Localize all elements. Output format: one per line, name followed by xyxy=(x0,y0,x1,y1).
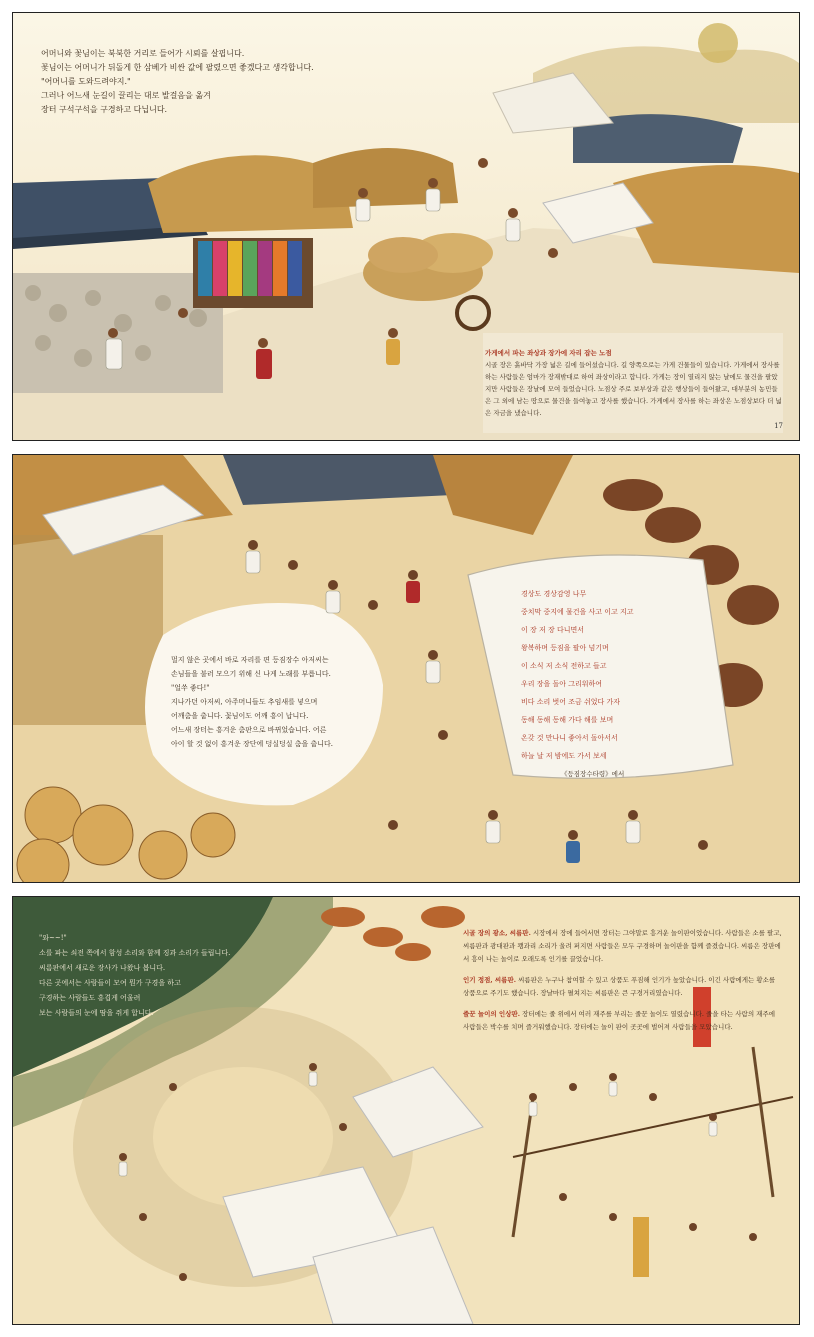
festival-panel xyxy=(12,896,800,1325)
story-text: "와~~!" 소를 파는 쇠전 쪽에서 함성 소리와 함께 징과 소리가 들립니다. 씨름판에서 새로운 장사가 나왔나 봅니다. 다른 곳에서는 사람들이 모여 뭔가 구경을 하고 구경하는 사람들도 흥겹게 어울려 보는 사람들의 눈에 땀을 쥐게 합니다. xyxy=(39,934,231,1017)
song-line: 이 장 저 장 다니면서 xyxy=(521,626,584,634)
story-text: 어머니와 꽃님이는 북북한 거리로 들어가 시뢰를 살핍니다. 꽃님이는 어머니가 뒤돌게 한 삼베가 비싼 값에 팔렸으면 좋겠다고 생각합니다. "어머니를 도와드려야지." 그러나 어느새 눈길이 끌리는 대로 발걸음을 옮겨 장터 구석구석을 구경하고 다닙니다. xyxy=(41,49,314,114)
song-line: 비다 소리 벗어 조금 쉬었다 가자 xyxy=(521,698,621,706)
song-line: 경상도 경상감영 나무 xyxy=(521,590,587,598)
song-line: 동해 동해 동해 가다 해를 보며 xyxy=(521,716,614,724)
caption-body: 시골 장은 흙바닥 가장 넓은 길에 들어섰습니다. 길 양쪽으로는 가게 건물들이 있습니다. 가게에서 장사를 하는 사람들은 엄마가 장재밖대로 하여 좌상이라고 합니다. 가게는 장이 열리지 않는 날에도 물건을 팔았지만 사람들은 장날에 모여 들었습니다. 노점상 주로 보부상과 같은 행상들이 들어왔고, 대부분의 농민들은 그 외에 남는 땅으로 물건을 들여놓고 장사를 했습니다. 가게에서 장사를 하는 좌상은 노점상보다 더 넓은 자금을 냈습니다. xyxy=(485,361,782,417)
page-number: 17 xyxy=(774,422,783,430)
caption-item-title: 시골 장의 광소, 씨름판. xyxy=(463,929,531,937)
caption-title: 가게에서 파는 좌상과 장가에 자리 잡는 노점 xyxy=(485,349,612,357)
song-line: 우리 장을 돌아 그리워하여 xyxy=(521,680,603,688)
caption-item-body: 장터에는 줄 위에서 여러 재주를 부리는 줄꾼 놀이도 열렸습니다. 줄을 타는 사람의 재주에 사람들은 박수를 치며 즐거워했습니다. 장터에는 놀이 판이 곳곳에 벌어져 사람들을 모았습니다. xyxy=(463,1010,776,1031)
song-line-list xyxy=(521,585,721,765)
song-line: 하늘 날 저 밤에도 가서 보세 xyxy=(521,752,607,760)
caption-item-title: 인기 정점, 씨름판. xyxy=(463,976,517,984)
dance-scene-panel xyxy=(12,454,800,883)
caption-list xyxy=(463,927,783,1042)
song-line: 왕복하며 등짐을 팔아 넘기며 xyxy=(521,644,609,652)
song-source: 《등짐장수타령》에서 xyxy=(561,770,625,778)
caption-item xyxy=(463,927,783,966)
caption-item-body: 시장에서 장에 들어서면 장터는 그야말로 흥겨운 놀이판이었습니다. 사람들은 소를 팔고, 씨름판과 광대판과 꽹과리 소리가 울려 퍼지면 사람들은 모두 구경하며 놀이판을 함께 즐겼습니다. 씨름은 장판에서 흥이 나는 놀이로 오래도록 인기를 끌었습니다. xyxy=(463,929,782,963)
caption-item-title: 줄꾼 놀이의 인상판. xyxy=(463,1010,521,1018)
caption-item xyxy=(463,1008,783,1034)
caption-item xyxy=(463,974,783,1000)
caption-item-body: 씨름판은 누구나 참여할 수 있고 상품도 푸짐해 인기가 높았습니다. 이긴 사람에게는 황소를 상품으로 주기도 했습니다. 장날마다 펼쳐지는 씨름판은 큰 구경거리였습니다. xyxy=(463,976,776,997)
song-line: 중치막 중지에 물건을 사고 이고 지고 xyxy=(521,608,634,616)
story-text: 멀지 않은 곳에서 바로 자리를 편 등짐장수 아저씨는 손님들을 불러 모으기 위해 신 나게 노래를 부릅니다. "얼쑤 좋다!" 지나가던 아저씨, 아주머니들도 추임새를 넣으며 어깨춤을 춥니다. 꽃님이도 어깨 흥이 납니다. 어느새 장터는 흥겨운 춤판으로 바뀌었습니다. 어른 아이 할 것 없이 흥겨운 장단에 덩실덩실 춤을 춥니다. xyxy=(171,656,334,748)
song-line: 이 소식 저 소식 전하고 들고 xyxy=(521,662,607,670)
song-line: 온갖 것 만나니 좋아서 돌아서서 xyxy=(521,734,618,742)
caption xyxy=(485,335,783,419)
song-lyrics xyxy=(521,585,721,781)
market-street-panel xyxy=(12,12,800,441)
